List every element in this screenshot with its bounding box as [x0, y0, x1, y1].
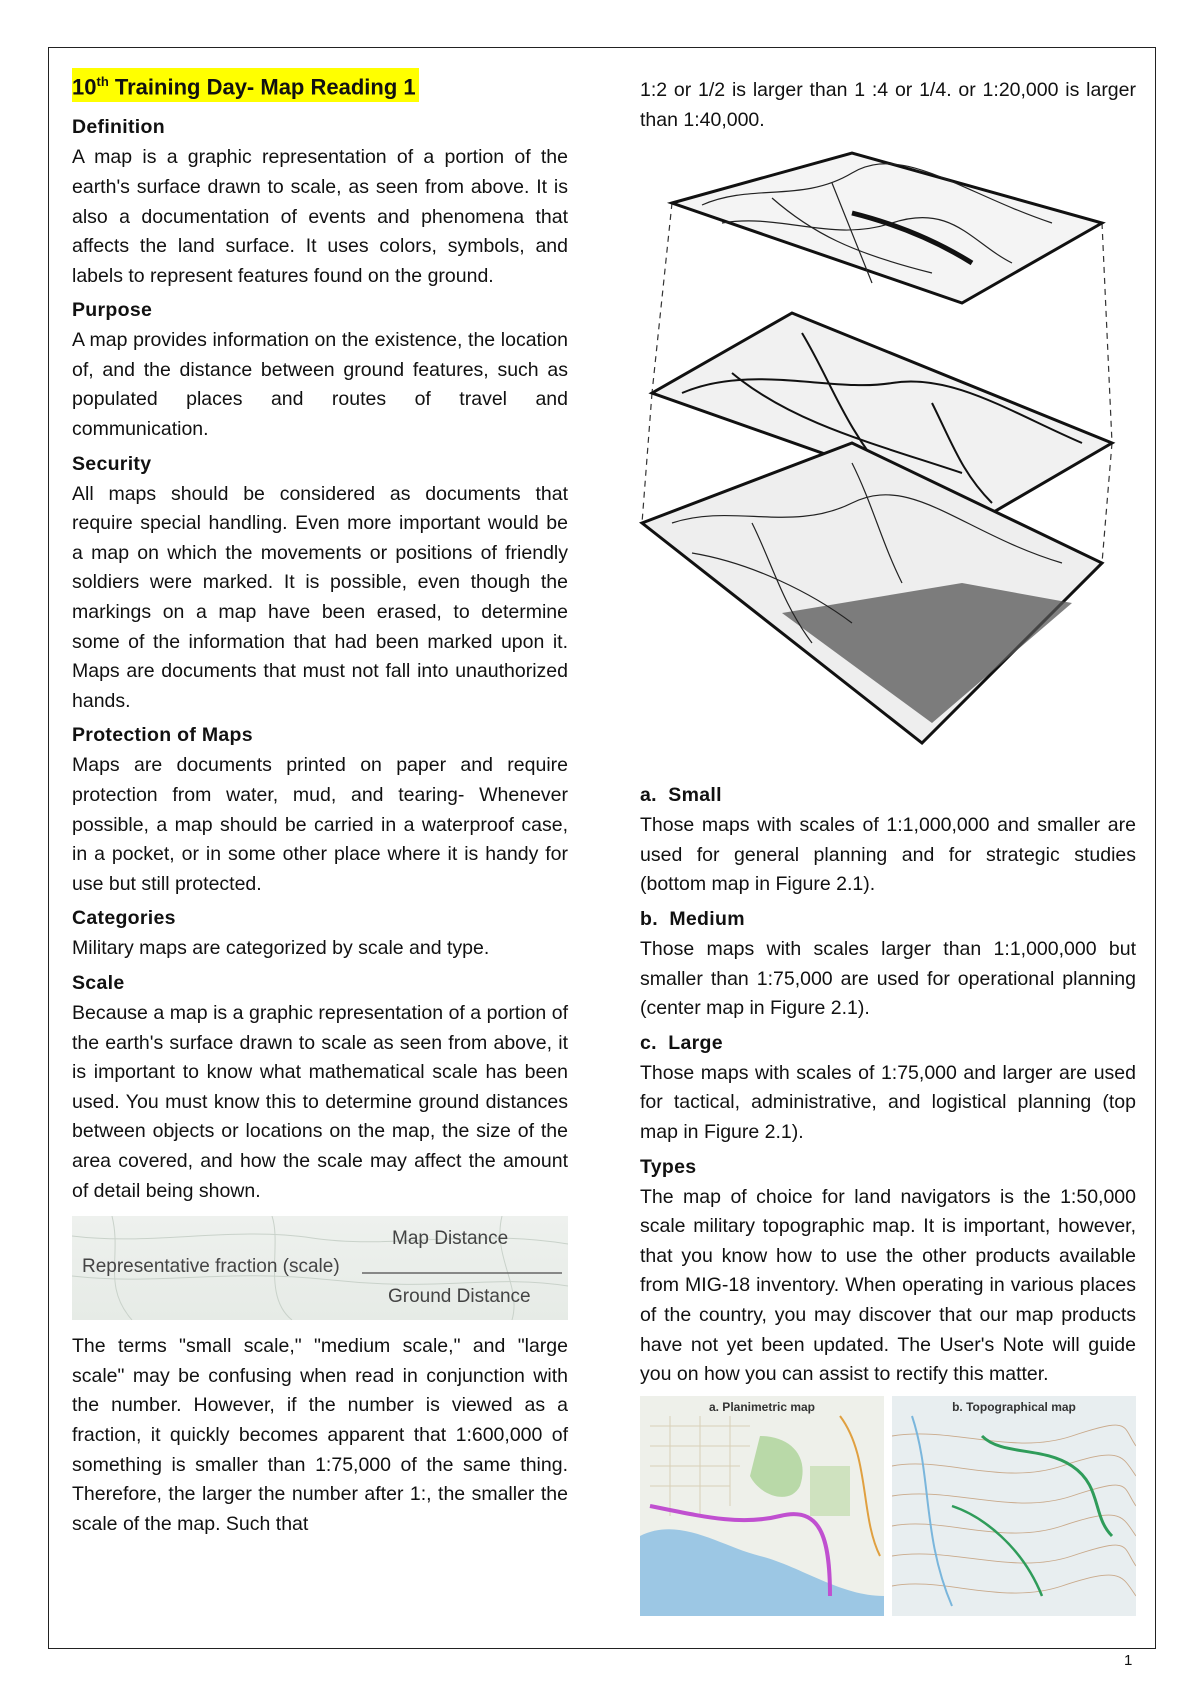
purpose-heading: Purpose	[72, 299, 153, 322]
topographical-map-graphic	[892, 1396, 1136, 1616]
small-text: Those maps with scales of 1:1,000,000 and smaller are used for general planning and for strategic studies (bottom map in Figure 2.1).	[640, 814, 1136, 896]
planimetric-map-graphic	[640, 1396, 884, 1616]
types-text: The map of choice for land navigators is the 1:50,000 scale military topographic map. It is important, however, that you know how to use the other products available from MIG-18 inventory. When operating in various places of the country, you may discover that our map products have not yet been updated. The User's Note will guide you on how you can assist to rectify this matter.	[640, 1185, 1136, 1386]
page-title	[72, 68, 419, 102]
formula-numerator: Map Distance	[392, 1228, 509, 1250]
map-types-figure	[640, 1396, 1136, 1616]
map-scale-stack-figure	[632, 143, 1132, 763]
planimetric-map-caption: a. Planimetric map	[708, 1399, 816, 1414]
types-heading: Types	[640, 1155, 697, 1178]
categories-heading: Categories	[72, 907, 176, 930]
title-text: Training Day- Map Reading 1	[114, 74, 416, 100]
definition-heading: Definition	[72, 116, 165, 139]
top-map-sheet	[672, 153, 1102, 303]
topographical-map-caption: b. Topographical map	[952, 1399, 1076, 1414]
planimetric-map-image	[640, 1396, 884, 1616]
protection-heading: Protection of Maps	[72, 724, 253, 747]
categories-text: Military maps are categorized by scale and type.	[72, 937, 490, 960]
right-column	[640, 76, 1136, 1616]
small-heading: a. Small	[640, 784, 722, 807]
protection-text: Maps are documents printed on paper and require protection from water, mud, and tearing- Whenever possible, a map should be carried in a waterproof case, in a pocket, or in some other place where it is handy for use but still protected.	[72, 754, 568, 895]
large-heading: c. Large	[640, 1031, 723, 1054]
page-number: 1	[1124, 1652, 1133, 1669]
medium-heading: b. Medium	[640, 907, 745, 930]
scale-text-continued: The terms "small scale," "medium scale," and "large scale" may be confusing when read in conjunction with the number. However, if the number is viewed as a fraction, it quickly becomes apparent that 1:600,000 of something is smaller than 1:75,000 of the same thing. Therefore, the larger the number after 1:, the smaller the scale of the map. Such that	[72, 1335, 568, 1535]
left-column	[72, 68, 568, 1541]
topographical-map-image	[892, 1396, 1136, 1616]
purpose-text: A map provides information on the existence, the location of, and the distance between ground features, such as populated places and routes of travel and communication.	[72, 329, 568, 441]
title-ordinal-suffix: th	[96, 74, 109, 89]
medium-text: Those maps with scales larger than 1:1,000,000 but smaller than 1:75,000 are used for operational planning (center map in Figure 2.1).	[640, 937, 1136, 1020]
formula-label: Representative fraction (scale)	[82, 1256, 340, 1278]
formula-denominator: Ground Distance	[388, 1286, 531, 1308]
security-text: All maps should be considered as documents that require special handling. Even more important would be a map on which the movements or positions of friendly soldiers were marked. It is possible, even though the markings on a map have been erased, to determine some of the information that had been marked upon it. Maps are documents that must not fall into unauthorized hands.	[72, 482, 568, 712]
scale-text: Because a map is a graphic representation of a portion of the earth's surface drawn to scale as seen from above, it is important to know what mathematical scale has been used. You must know this to determine ground distances between objects or locations on the map, the size of the area covered, and how the scale may affect the amount of detail being shown.	[72, 1001, 568, 1202]
large-text: Those maps with scales of 1:75,000 and larger are used for tactical, administrative, and logistical planning (top map in Figure 2.1).	[640, 1061, 1136, 1143]
representative-fraction-figure	[72, 1216, 568, 1320]
security-heading: Security	[72, 452, 152, 475]
title-number: 10	[72, 74, 97, 100]
scale-heading: Scale	[72, 971, 125, 994]
definition-text: A map is a graphic representation of a portion of the earth's surface drawn to scale, as seen from above. It is also a documentation of events and phenomena that affects the land surface. It uses colors, symbols, and labels to represent features found on the ground.	[72, 146, 568, 287]
scale-continuation-text: 1:2 or 1/2 is larger than 1 :4 or 1/4. or 1:20,000 is larger than 1:40,000.	[640, 79, 1136, 131]
